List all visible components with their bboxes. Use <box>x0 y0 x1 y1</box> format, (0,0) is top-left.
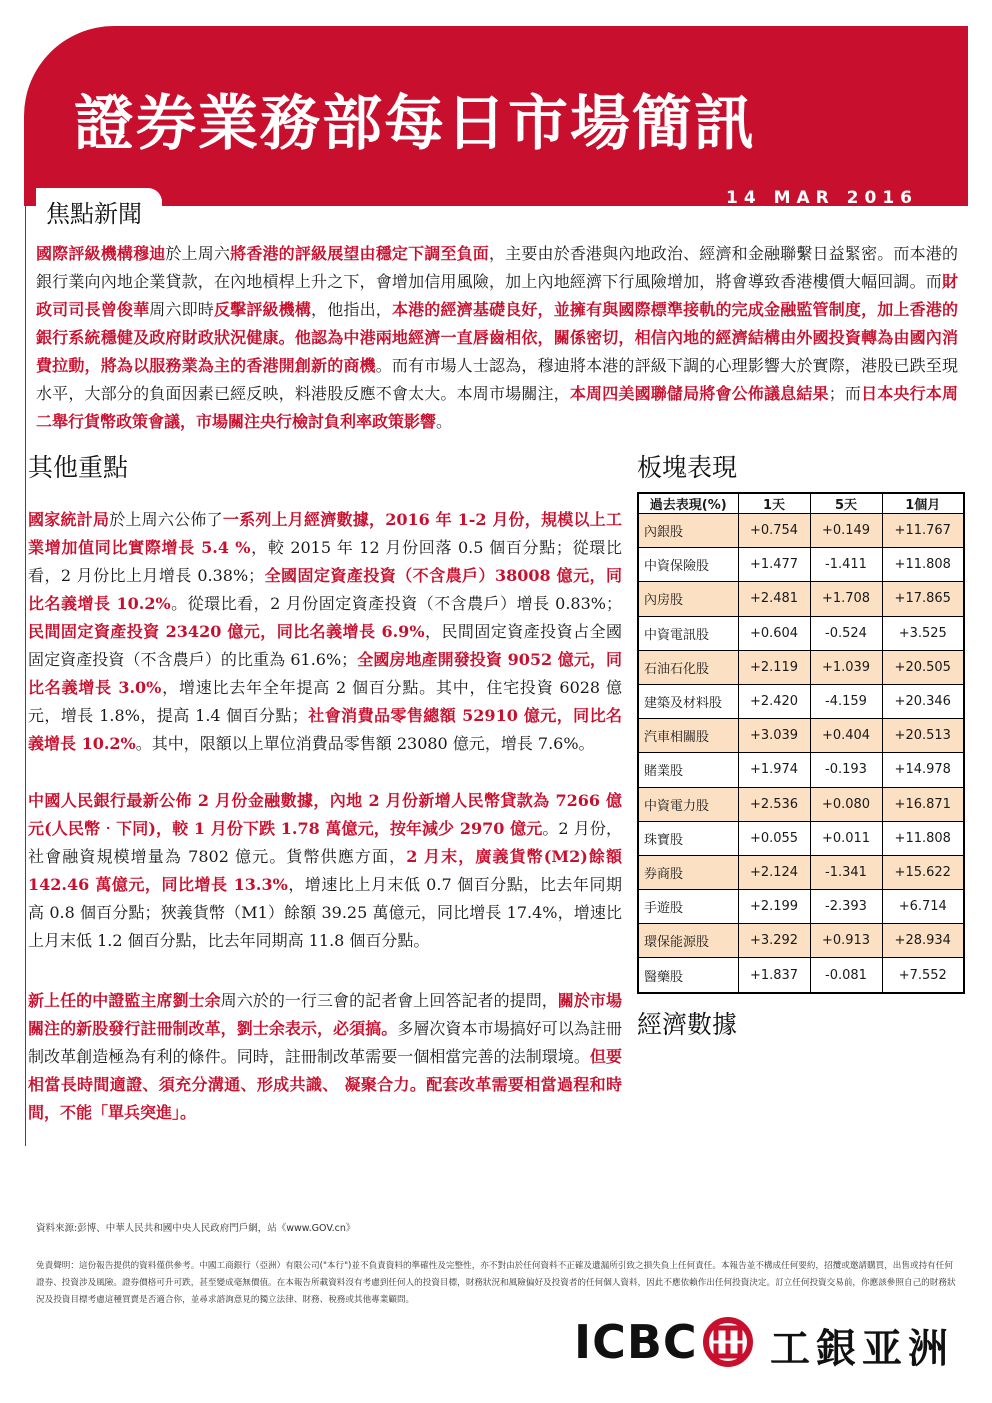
sector-row <box>638 924 964 958</box>
logo-name-cn: 工銀亚洲 <box>770 1326 954 1372</box>
highlighted-text: 全國固定資產投資（不含農戶）38008 億元，同比名義增長 10.2% <box>28 566 622 613</box>
focus-news-paragraph <box>36 240 958 436</box>
report-date: 14 MAR 2016 <box>726 188 918 208</box>
header-sector: 過去表現(%) <box>638 493 738 514</box>
sector-name-cell: 汽車相關股 <box>638 719 738 753</box>
highlighted-text: 將香港的評級展望由穩定下調至負面 <box>230 244 489 263</box>
source-note: 資料來源:彭博、中華人民共和國中央人民政府門戶網，站《www.GOV.cn》 <box>36 1223 356 1234</box>
sector-value-cell: +1.974 <box>738 753 810 787</box>
sector-row <box>638 753 964 787</box>
sector-value-cell: +14.978 <box>882 753 964 787</box>
body-text: 於上周六公佈了 <box>109 510 223 529</box>
sector-value-cell: +0.149 <box>810 514 882 548</box>
sector-name-cell: 內銀股 <box>638 514 738 548</box>
sector-value-cell: +20.346 <box>882 684 964 718</box>
sector-name-cell: 中資電訊股 <box>638 616 738 650</box>
sector-value-cell: -0.193 <box>810 753 882 787</box>
sector-row <box>638 821 964 855</box>
sector-name-cell: 環保能源股 <box>638 924 738 958</box>
highlighted-text: 反擊評級機構 <box>213 300 312 319</box>
sector-value-cell: +7.552 <box>882 958 964 993</box>
sector-value-cell: +15.622 <box>882 855 964 889</box>
header-1-month: 1個月 <box>882 493 964 514</box>
other-highlights-heading: 其他重點 <box>28 453 129 482</box>
sector-value-cell: +3.292 <box>738 924 810 958</box>
sector-value-cell: +17.865 <box>882 582 964 616</box>
highlighted-text: 新上任的中證監主席劉士余 <box>28 991 221 1010</box>
sector-value-cell: +3.039 <box>738 719 810 753</box>
sector-row <box>638 616 964 650</box>
sector-value-cell: +16.871 <box>882 787 964 821</box>
sector-row <box>638 855 964 889</box>
sector-name-cell: 內房股 <box>638 582 738 616</box>
header-5-day: 5天 <box>810 493 882 514</box>
csrc-paragraph <box>28 987 622 1127</box>
icbc-emblem-icon <box>702 1316 754 1368</box>
sector-value-cell: +2.124 <box>738 855 810 889</box>
sector-value-cell: +6.714 <box>882 890 964 924</box>
highlighted-text: 國家統計局 <box>28 510 110 529</box>
sector-row <box>638 719 964 753</box>
highlighted-text: 國際評級機構穆迪 <box>36 244 166 263</box>
sector-value-cell: +11.808 <box>882 821 964 855</box>
pboc-paragraph <box>28 787 622 955</box>
sector-value-cell: -1.411 <box>810 548 882 582</box>
sector-value-cell: +2.420 <box>738 684 810 718</box>
body-text: ，較 2015 年 12 月份回落 0.5 個百分點；從環比看，2 月份比上月增長 0.38%； <box>28 538 622 585</box>
body-text: ，主要由於香港與內地政治、經濟和金融聯繫日益緊密。而本港的銀行業向內地企業貸款，在內地槓桿上升之下，會增加信用風險，加上內地經濟下行風險增加，將會導致香港樓價大幅回調。而 <box>36 244 958 291</box>
body-text: ；而 <box>828 384 862 403</box>
highlighted-text: 民間固定資產投資 23420 億元，同比名義增長 6.9% <box>28 622 425 641</box>
sector-name-cell: 手遊股 <box>638 890 738 924</box>
sector-row <box>638 684 964 718</box>
page-title: 證券業務部每日市場簡訊 <box>74 89 756 159</box>
body-text: 。2 月份，社會融資規模增量為 7802 億元。貨幣供應方面， <box>28 819 622 866</box>
sector-value-cell: +2.481 <box>738 582 810 616</box>
stats-bureau-paragraph <box>28 506 622 758</box>
sector-value-cell: +0.913 <box>810 924 882 958</box>
sector-name-cell: 石油石化股 <box>638 650 738 684</box>
sector-name-cell: 中資電力股 <box>638 787 738 821</box>
economic-data-heading: 經濟數據 <box>637 1010 738 1039</box>
highlighted-text: 全國房地產開發投資 9052 億元，同比名義增長 3.0% <box>28 650 622 697</box>
highlighted-text: 社會消費品零售總額 52910 億元，同比名義增長 10.2% <box>28 706 622 753</box>
sector-value-cell: +20.513 <box>882 719 964 753</box>
sector-value-cell: +1.477 <box>738 548 810 582</box>
header-1-day: 1天 <box>738 493 810 514</box>
sector-value-cell: +0.080 <box>810 787 882 821</box>
highlighted-text: 關於市場關注的新股發行註冊制改革，劉士余表示，必須搞。 <box>28 991 622 1038</box>
sector-value-cell: +2.199 <box>738 890 810 924</box>
sector-value-cell: -1.341 <box>810 855 882 889</box>
body-text: 。從環比看，2 月份固定資產投資（不含農戶）增長 0.83%； <box>170 594 622 613</box>
sector-row <box>638 787 964 821</box>
sector-name-cell: 醫藥股 <box>638 958 738 993</box>
focus-news-heading: 焦點新聞 <box>46 200 142 228</box>
sector-value-cell: +0.404 <box>810 719 882 753</box>
highlighted-text: 但要相當長時間適證、須充分溝通、形成共識、 凝聚合力。配套改革需要相當過程和時間，不能「單兵突進」。 <box>28 1047 622 1122</box>
sector-name-cell: 珠寶股 <box>638 821 738 855</box>
body-text: 。其中，限額以上單位消費品零售額 23080 億元，增長 7.6%。 <box>135 734 595 753</box>
header-banner <box>24 26 968 206</box>
highlighted-text: 一系列上月經濟數據，2016 年 1-2 月份，規模以上工業增加值同比實際增長 5.4 % <box>28 510 622 557</box>
highlighted-text: 日本央行本周二舉行貨幣政策會議，市場關注央行檢討負利率政策影響 <box>36 384 958 431</box>
sector-name-cell: 中資保險股 <box>638 548 738 582</box>
body-text: ，他指出， <box>311 300 392 319</box>
sector-row <box>638 650 964 684</box>
sector-performance-table <box>637 492 965 994</box>
sector-row <box>638 582 964 616</box>
body-text: 於上周六 <box>165 244 231 263</box>
sector-value-cell: +1.837 <box>738 958 810 993</box>
highlighted-text: 本港的經濟基礎良好，並擁有與國際標準接軌的完成金融監管制度，加上香港的銀行系統穩健及政府財政狀況健康。他認為中港兩地經濟一直唇齒相依，關係密切，相信內地的經濟結構由外國投資轉為由國內消費拉動，將為以服務業為主的香港開創新的商機 <box>36 300 958 375</box>
sector-value-cell: +1.039 <box>810 650 882 684</box>
body-text: ，民間固定資產投資占全國固定資產投資（不含農戶）的比重為 61.6%； <box>28 622 622 669</box>
sector-value-cell: +11.808 <box>882 548 964 582</box>
sector-value-cell: -2.393 <box>810 890 882 924</box>
icbc-logo <box>574 1311 964 1373</box>
highlighted-text: 中國人民銀行最新公佈 2 月份金融數據，內地 2 月份新增人民幣貸款為 7266 億元(人民幣‧下同)，較 1 月份下跌 1.78 萬億元，按年減少 2970 億元 <box>28 791 622 838</box>
sector-value-cell: +0.055 <box>738 821 810 855</box>
sector-value-cell: +0.604 <box>738 616 810 650</box>
sector-value-cell: -0.081 <box>810 958 882 993</box>
sector-value-cell: +28.934 <box>882 924 964 958</box>
sector-value-cell: +0.754 <box>738 514 810 548</box>
body-text: 周六即時 <box>149 300 214 319</box>
disclaimer-text: 免責聲明：這份報告提供的資料僅供參考。中國工商銀行（亞洲）有限公司("本行")並不負責資料的準確性及完整性，亦不對由於任何資料不正確及遺漏所引致之損失負上任何責任。本報告並不構成任何要約，招攬或邀請購買，出售或持有任何證券、投資涉及風險。證券價格可升可跌，甚至變成毫無價值。在本報告所載資料沒有考慮到任何人的投資目標，財務狀況和風險偏好及投資者的任何個人資料，因此不應依賴作出任何投資決定。訂立任何投資交易前，你應該參照自己的財務狀況及投資目標考慮這種買賣是否適合你，並尋求諮詢意見的獨立法律、財務、稅務或其他專業顧問。 <box>36 1261 956 1305</box>
sector-performance-heading: 板塊表現 <box>637 453 738 482</box>
highlighted-text: 本周四美國聯儲局將會公佈議息結果 <box>569 384 829 403</box>
sector-value-cell: +0.011 <box>810 821 882 855</box>
sector-name-cell: 券商股 <box>638 855 738 889</box>
body-text: ，增速比去年全年提高 2 個百分點。其中，住宅投資 6028 億元，增長 1.8%，提高 1.4 個百分點； <box>28 678 622 725</box>
sector-value-cell: +2.536 <box>738 787 810 821</box>
sector-value-cell: +1.708 <box>810 582 882 616</box>
sector-value-cell: +11.767 <box>882 514 964 548</box>
sector-row <box>638 890 964 924</box>
sector-name-cell: 賭業股 <box>638 753 738 787</box>
highlighted-text: 2 月末，廣義貨幣(M2)餘額 142.46 萬億元，同比增長 13.3% <box>28 847 622 894</box>
sector-value-cell: -4.159 <box>810 684 882 718</box>
sector-table-body <box>638 514 964 994</box>
left-red-rule <box>25 206 26 1146</box>
sector-row <box>638 514 964 548</box>
sector-value-cell: -0.524 <box>810 616 882 650</box>
body-text: 。 <box>436 412 453 431</box>
sector-table-header-row <box>638 493 964 514</box>
body-text: ，增速比上月末低 0.7 個百分點，比去年同期高 0.8 個百分點；狹義貨幣（M1）餘額 39.25 萬億元，同比增長 17.4%，增速比上月末低 1.2 個百分點，比去年同期高 11.8 個百分點。 <box>28 875 622 950</box>
body-text: 。而有市場人士認為，穆迪將本港的評級下調的心理影響大於實際，港股已跌至現水平，大部分的負面因素已經反映，料港股反應不會太大。本周市場關注， <box>36 356 958 403</box>
sector-name-cell: 建築及材料股 <box>638 684 738 718</box>
sector-value-cell: +3.525 <box>882 616 964 650</box>
body-text: 多層次資本市場搞好可以為註冊制改革創造極為有利的條件。同時，註冊制改革需要一個相當完善的法制環境。 <box>28 1019 622 1066</box>
sector-row <box>638 958 964 993</box>
body-text: 周六於的一行三會的記者會上回答記者的提問， <box>220 991 558 1010</box>
highlighted-text: 財政司司長曾俊華 <box>36 272 958 319</box>
sector-value-cell: +20.505 <box>882 650 964 684</box>
logo-name-en: ICBC <box>574 1315 698 1369</box>
sector-row <box>638 548 964 582</box>
sector-value-cell: +2.119 <box>738 650 810 684</box>
